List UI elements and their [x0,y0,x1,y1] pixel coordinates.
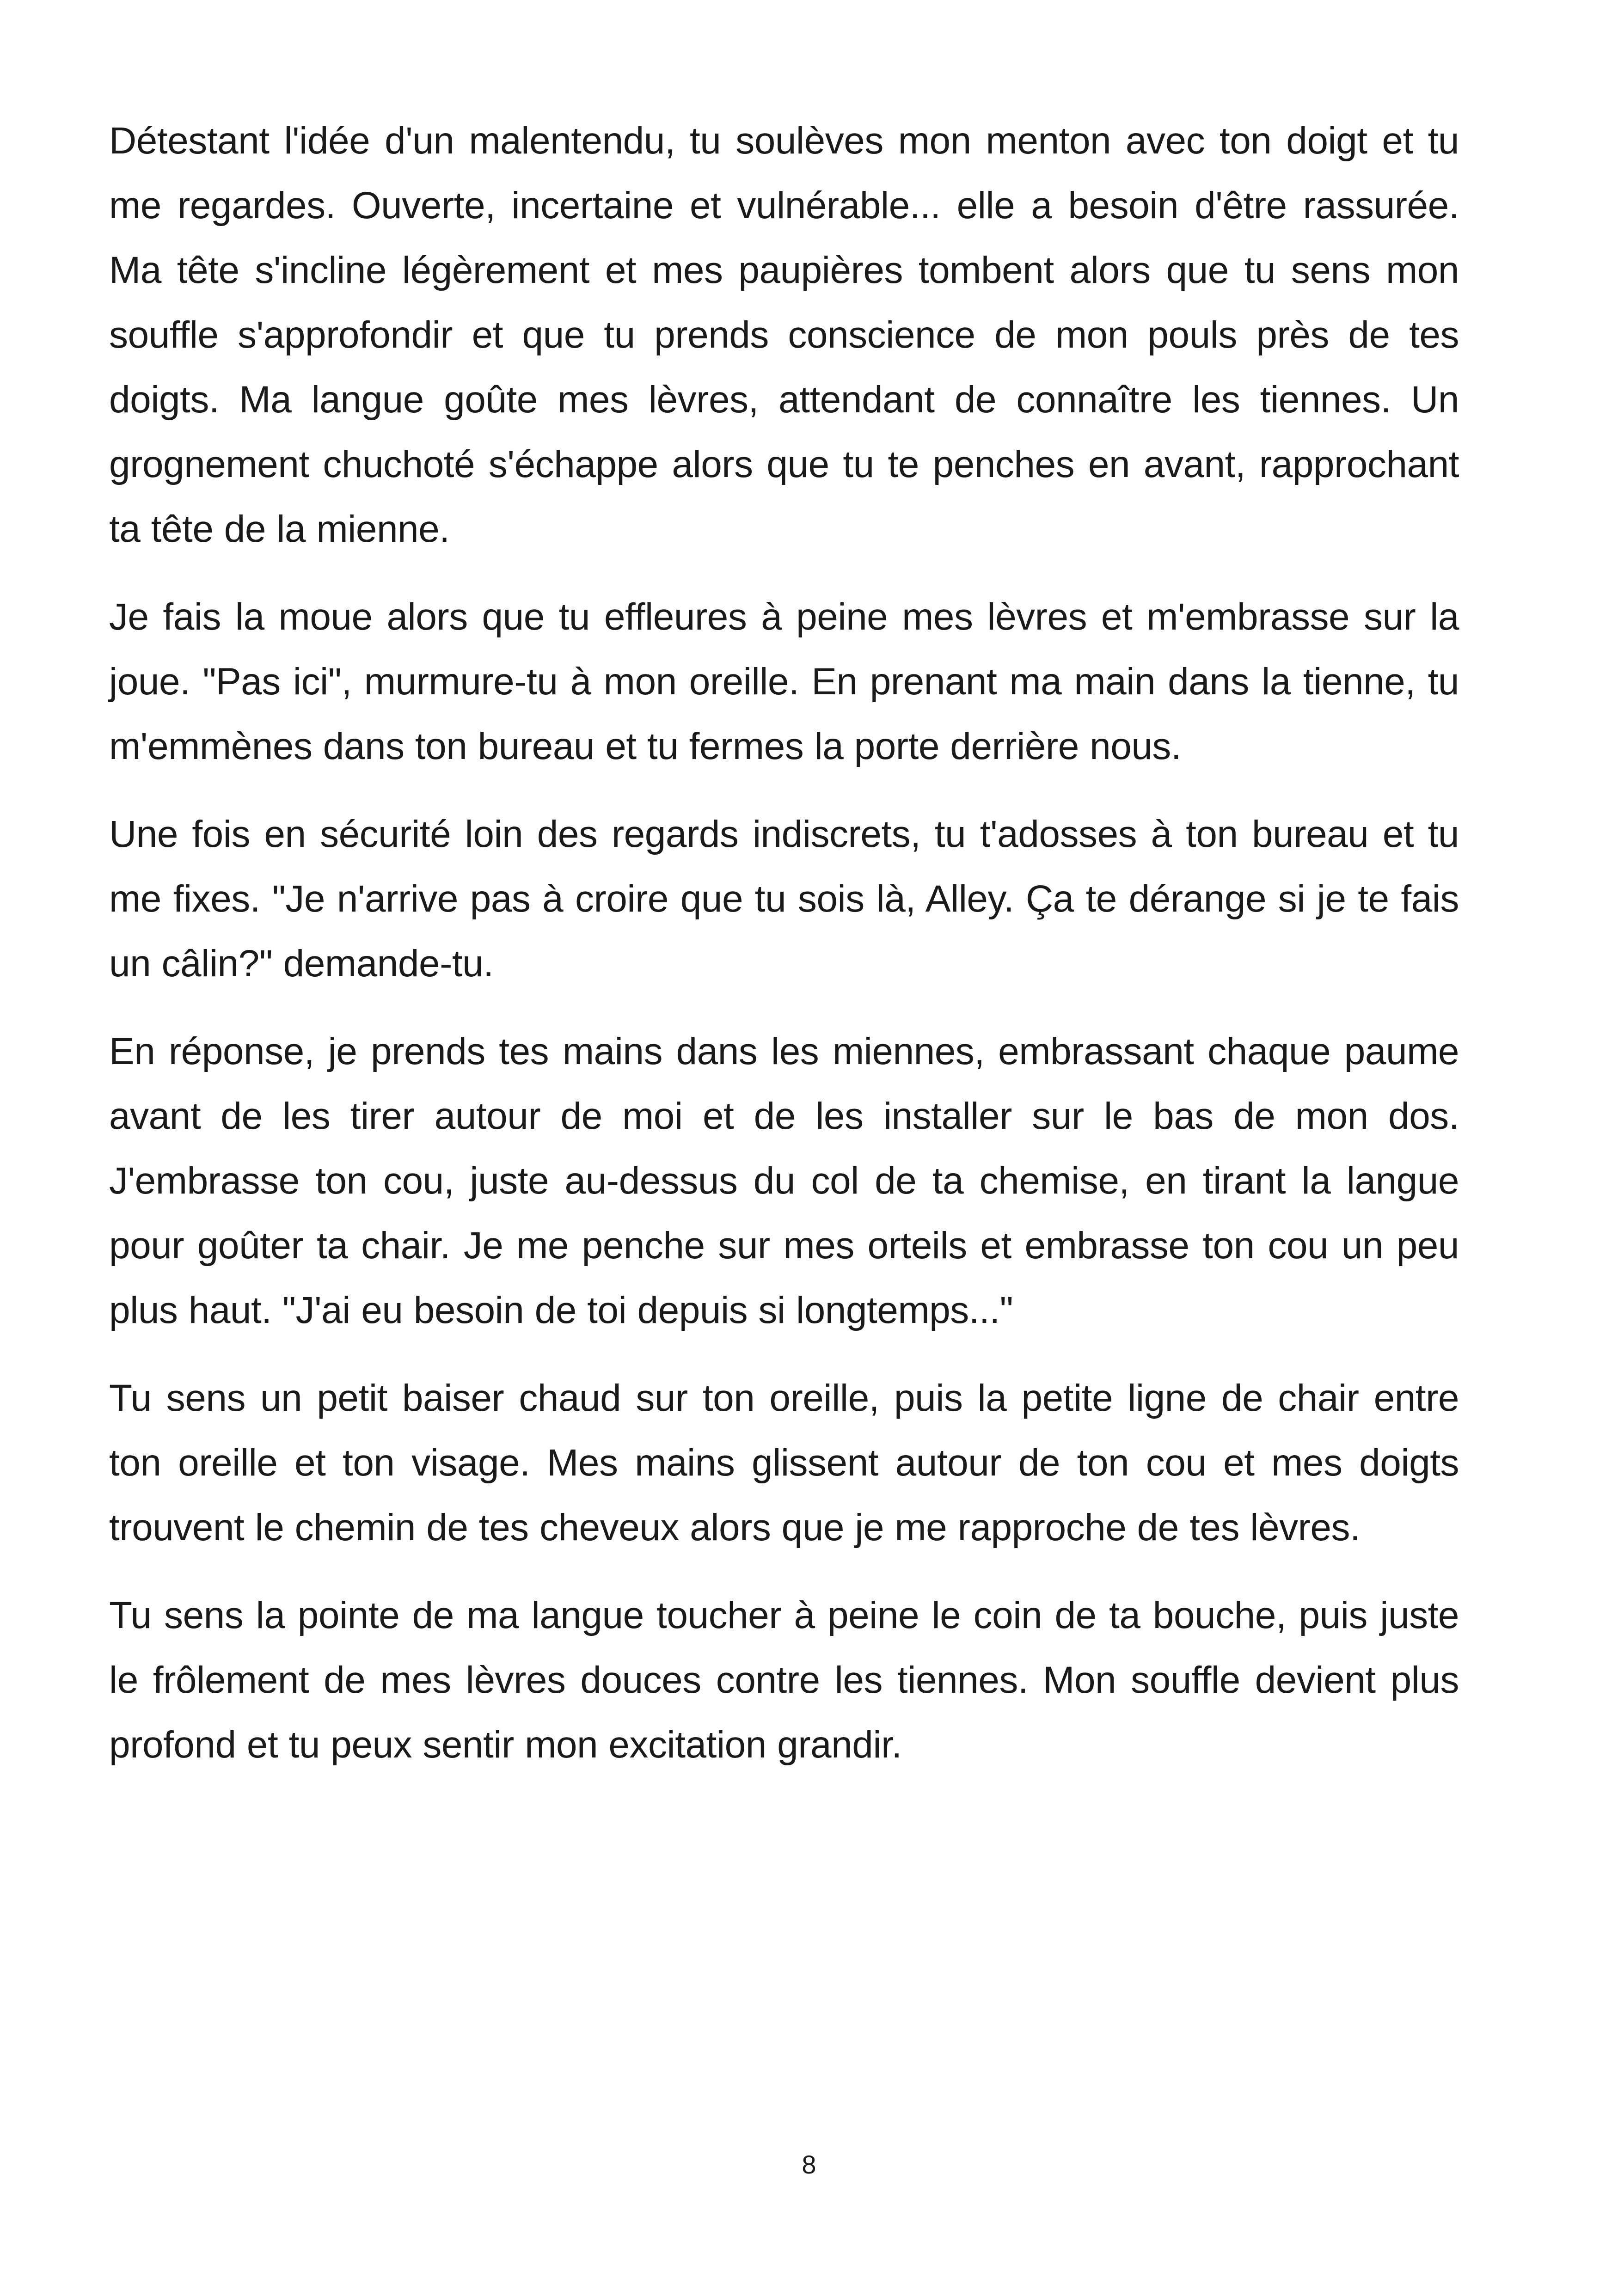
page-number: 8 [802,2150,816,2179]
paragraph-6: Tu sens la pointe de ma langue toucher à peine le coin de ta bouche, puis juste le frôlement de mes lèvres douces contre les tiennes. Mon souffle devient plus profond et tu peux sentir mon excitation grandir. [109,1594,1459,1766]
paragraph-3: Une fois en sécurité loin des regards indiscrets, tu t'adosses à ton bureau et tu me fixes. "Je n'arrive pas à croire que tu sois là, Alley. Ça te dérange si je te fais un câlin?" demande-tu. [109,813,1459,985]
paragraph-4: En réponse, je prends tes mains dans les miennes, embrassant chaque paume avant de les tirer autour de moi et de les installer sur le bas de mon dos. J'embrasse ton cou, juste au-dessus du col de ta chemise, en tirant la langue pour goûter ta chair. Je me penche sur mes orteils et embrasse ton cou un peu plus haut. "J'ai eu besoin de toi depuis si longtemps..." [109,1030,1459,1331]
paragraph-2: Je fais la moue alors que tu effleures à peine mes lèvres et m'embrasse sur la joue. "Pas ici", murmure-tu à mon oreille. En prenant ma main dans la tienne, tu m'emmènes dans ton bureau et tu fermes la porte derrière nous. [109,596,1459,767]
page-body [109,109,1459,1800]
paragraph-5: Tu sens un petit baiser chaud sur ton oreille, puis la petite ligne de chair entre ton oreille et ton visage. Mes mains glissent autour de ton cou et mes doigts trouvent le chemin de tes cheveux alors que je me rapproche de tes lèvres. [109,1377,1459,1549]
paragraph-1: Détestant l'idée d'un malentendu, tu soulèves mon menton avec ton doigt et tu me regardes. Ouverte, incertaine et vulnérable... elle a besoin d'être rassurée. Ma tête s'incline légèrement et mes paupières tombent alors que tu sens mon souffle s'approfondir et que tu prends conscience de mon pouls près de tes doigts. Ma langue goûte mes lèvres, attendant de connaître les tiennes. Un grognement chuchoté s'échappe alors que tu te penches en avant, rapprochant ta tête de la mienne. [109,120,1459,550]
